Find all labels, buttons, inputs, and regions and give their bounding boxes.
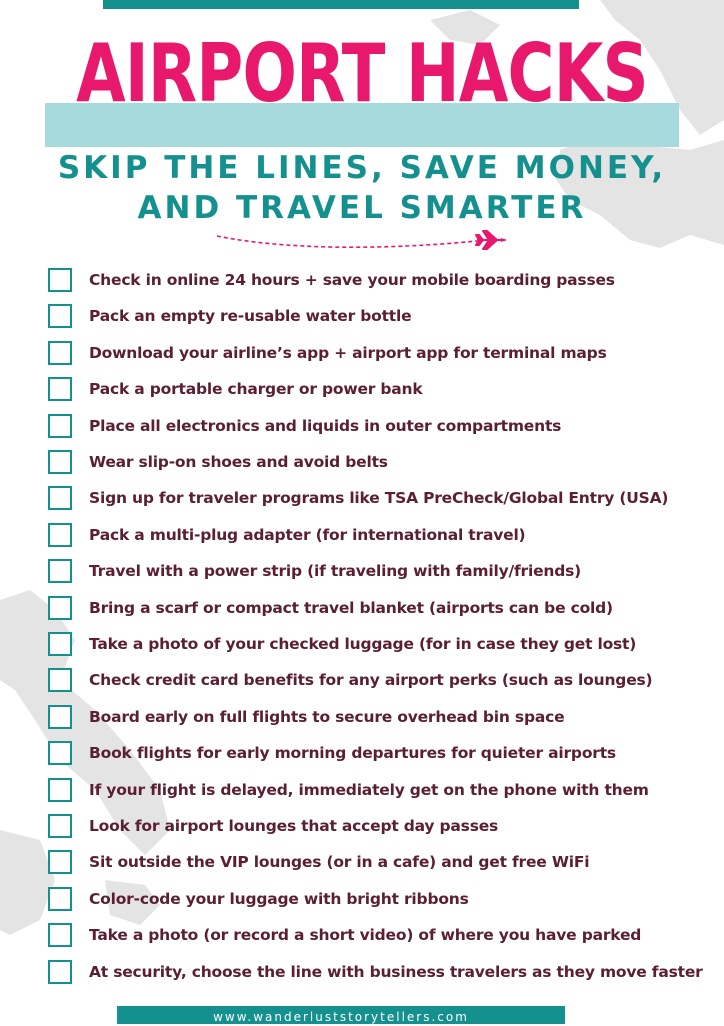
- checklist-item-label: Travel with a power strip (if traveling with family/friends): [89, 562, 582, 581]
- checklist-item[interactable]: [48, 632, 636, 656]
- checklist-item-label: Pack a multi-plug adapter (for international travel): [89, 525, 526, 544]
- checklist-item-label: Sit outside the VIP lounges (or in a cafe) and get free WiFi: [89, 853, 590, 872]
- checkbox-icon[interactable]: [48, 705, 72, 729]
- checklist-item-label: Bring a scarf or compact travel blanket (airports can be cold): [89, 598, 613, 617]
- checkbox-icon[interactable]: [48, 887, 72, 911]
- checkbox-icon[interactable]: [48, 668, 72, 692]
- checklist-item-label: Take a photo (or record a short video) of where you have parked: [89, 926, 642, 945]
- checklist-item[interactable]: [48, 523, 525, 547]
- checklist-item-label: Book flights for early morning departures for quieter airports: [89, 744, 616, 763]
- checklist-item-label: Wear slip-on shoes and avoid belts: [89, 453, 388, 471]
- checkbox-icon[interactable]: [48, 450, 72, 474]
- subtitle-line-1: SKIP THE LINES, SAVE MONEY,: [57, 150, 667, 186]
- checklist-item-label: Sign up for traveler programs like TSA PreCheck/Global Entry (USA): [89, 489, 669, 508]
- checkbox-icon[interactable]: [48, 632, 72, 656]
- checklist-item[interactable]: [48, 960, 703, 984]
- checklist-item-label: At security, choose the line with business travelers as they move faster: [89, 962, 703, 981]
- checkbox-icon[interactable]: [48, 268, 72, 292]
- checkbox-icon[interactable]: [48, 341, 72, 365]
- checklist-item[interactable]: [48, 268, 615, 292]
- checklist-item[interactable]: [48, 450, 388, 474]
- checkbox-icon[interactable]: [48, 850, 72, 874]
- checklist-item[interactable]: [48, 923, 641, 947]
- checkbox-icon[interactable]: [48, 596, 72, 620]
- checklist-item[interactable]: [48, 814, 498, 838]
- checklist-item-label: Pack a portable charger or power bank: [89, 380, 423, 399]
- checklist-item[interactable]: [48, 887, 469, 911]
- checklist-item-label: Download your airline’s app + airport app for terminal maps: [89, 343, 607, 362]
- flight-path-divider: [215, 228, 510, 256]
- checkbox-icon[interactable]: [48, 960, 72, 984]
- checkbox-icon[interactable]: [48, 741, 72, 765]
- airplane-icon: [476, 231, 507, 249]
- checklist-item[interactable]: [48, 778, 649, 802]
- checklist-item-label: If your flight is delayed, immediately get on the phone with them: [89, 780, 649, 799]
- checklist-item-label: Color-code your luggage with bright ribbons: [89, 889, 469, 908]
- checkbox-icon[interactable]: [48, 814, 72, 838]
- checklist-item[interactable]: [48, 341, 607, 365]
- footer-bar: [117, 1006, 565, 1024]
- checkbox-icon[interactable]: [48, 304, 72, 328]
- page-subtitle: [0, 148, 724, 228]
- checklist-item[interactable]: [48, 741, 616, 765]
- checkbox-icon[interactable]: [48, 923, 72, 947]
- checklist-item[interactable]: [48, 486, 668, 510]
- checklist-item[interactable]: [48, 668, 652, 692]
- checkbox-icon[interactable]: [48, 523, 72, 547]
- checkbox-icon[interactable]: [48, 486, 72, 510]
- subtitle-line-2: AND TRAVEL SMARTER: [137, 190, 587, 226]
- checkbox-icon[interactable]: [48, 414, 72, 438]
- checklist-item-label: Take a photo of your checked luggage (for in case they get lost): [89, 635, 637, 653]
- checklist-item[interactable]: [48, 304, 411, 328]
- checkbox-icon[interactable]: [48, 377, 72, 401]
- checklist-item[interactable]: [48, 414, 561, 438]
- checklist-item[interactable]: [48, 596, 613, 620]
- checklist-item[interactable]: [48, 377, 423, 401]
- checklist-item[interactable]: [48, 705, 564, 729]
- checklist-item-label: Place all electronics and liquids in outer compartments: [89, 416, 562, 435]
- checklist-item-label: Check in online 24 hours + save your mobile boarding passes: [89, 271, 615, 289]
- checklist-item-label: Look for airport lounges that accept day passes: [89, 817, 499, 835]
- checkbox-icon[interactable]: [48, 559, 72, 583]
- website-link[interactable]: www.wanderluststorytellers.com: [213, 1010, 469, 1024]
- page-title: AIRPORT HACKS: [76, 27, 648, 120]
- top-accent-bar: [103, 0, 579, 9]
- checklist-item[interactable]: [48, 850, 589, 874]
- checkbox-icon[interactable]: [48, 778, 72, 802]
- checklist-item-label: Check credit card benefits for any airport perks (such as lounges): [89, 671, 653, 690]
- checklist-item-label: Pack an empty re-usable water bottle: [89, 307, 412, 326]
- checklist-item[interactable]: [48, 559, 581, 583]
- checklist-item-label: Board early on full flights to secure overhead bin space: [89, 707, 565, 726]
